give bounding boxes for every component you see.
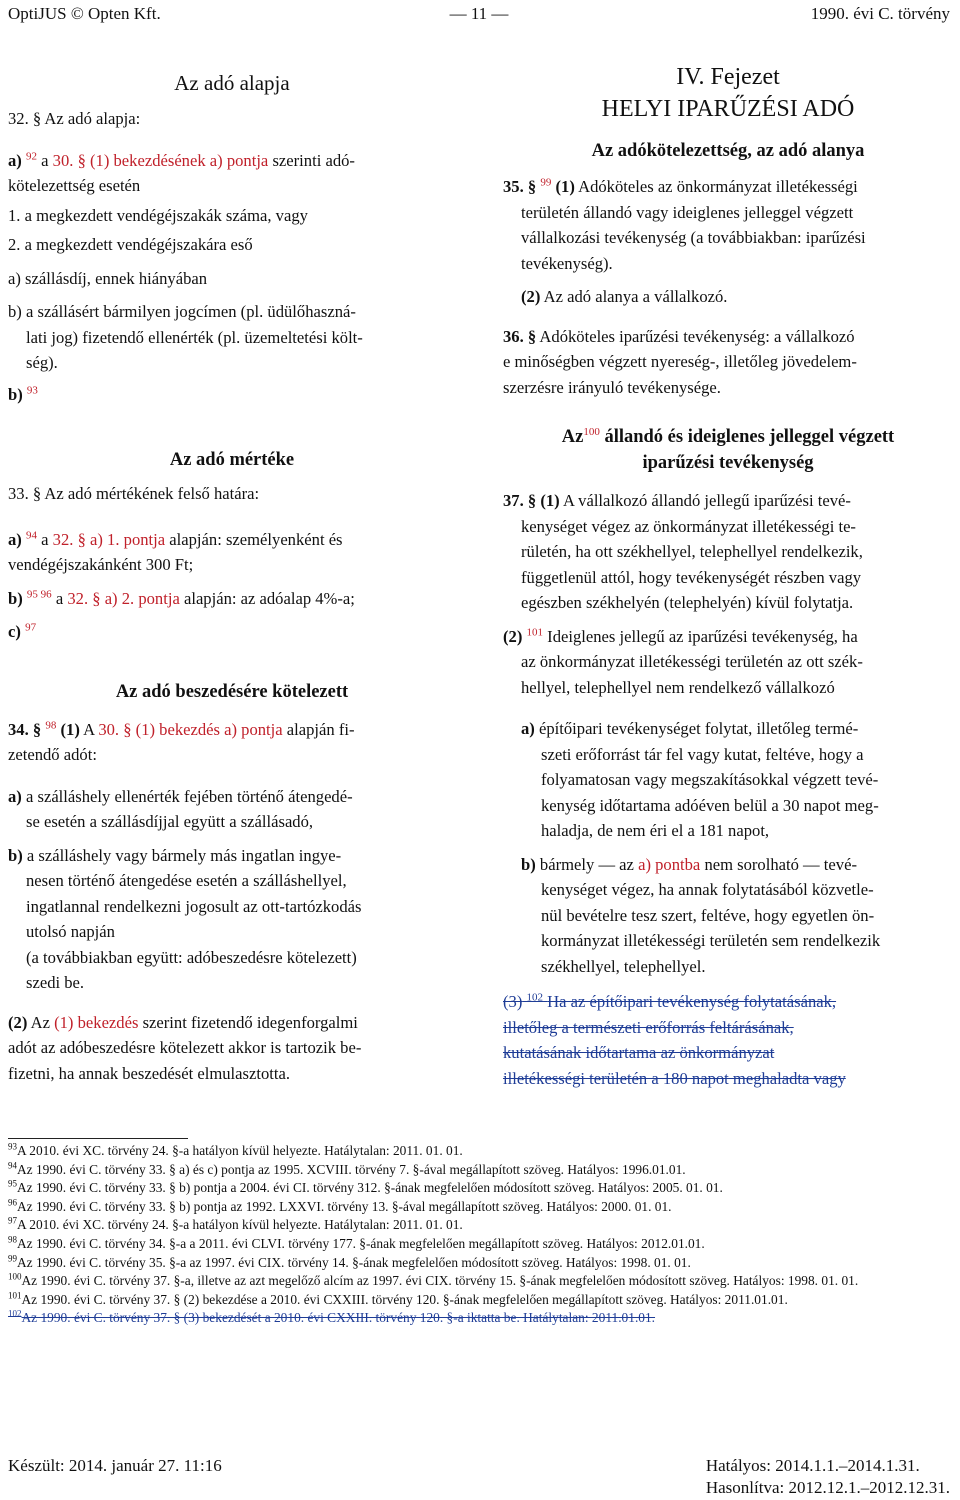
- cross-ref-link[interactable]: 30. § (1) bekezdés a) pontja: [98, 719, 283, 739]
- rate-a: [8, 527, 456, 553]
- chapter-number: IV. Fejezet: [676, 64, 780, 90]
- cross-ref-link[interactable]: 32. § a) 1. pontja: [52, 529, 166, 549]
- rate-a-cont: vendégéjszakánként 300 Ft;: [8, 555, 194, 574]
- item-2b-cont: lati jog) fizetendő ellenérték (pl. üzemeltetési költ-: [26, 327, 363, 347]
- footnote-ref-101[interactable]: 101: [526, 625, 544, 638]
- heading-allando-ideiglenes: [503, 424, 953, 450]
- footnote-text: Az 1990. évi C. törvény 37. § (2) bekezdése a 2010. évi CXXIII. törvény 120. §-ának megfelelően megállapított szöveg. Hatályos: 2011.01.01.: [21, 1291, 788, 1307]
- collector-b-cont: nesen történő átengedése esetén a szálláshellyel,: [26, 871, 347, 890]
- footnote: [8, 1235, 950, 1254]
- item-2a: a) szállásdíj, ennek hiányában: [8, 268, 208, 288]
- section-37: [503, 488, 953, 514]
- collector-b-cont: ingatlannal rendelkezni jogosult az ott-tartózkodás: [26, 896, 362, 916]
- section-37-para-3-repealed: [503, 989, 953, 1015]
- text: a: [41, 150, 49, 170]
- footnote-divider: [8, 1138, 188, 1139]
- rate-b: [8, 586, 456, 612]
- paragraph-number: (2): [8, 1012, 28, 1032]
- collector-a: [8, 784, 456, 810]
- footnote-ref-93[interactable]: 93: [26, 383, 38, 396]
- section-34-cont: zetendő adót:: [8, 745, 97, 764]
- rate-c: [8, 619, 456, 645]
- collector-b: [8, 843, 456, 869]
- footnote-ref-95-96[interactable]: 95 96: [26, 587, 52, 600]
- point-label: a): [8, 150, 22, 170]
- section-37-cont: függetlenül attól, hogy tevékenységét részben vagy: [521, 567, 862, 587]
- item-1: 1. a megkezdett vendégéjszakák száma, vagy: [8, 205, 308, 225]
- heading-adokotelezettseg: Az adókötelezettség, az adó alanya: [591, 141, 865, 161]
- section-35-cont: vállalkozási tevékenység (a továbbiakban: iparűzési: [521, 228, 866, 247]
- point-label: b): [521, 854, 536, 874]
- text: a: [55, 588, 64, 608]
- point-label: a): [8, 786, 22, 806]
- point-a-cont: szeti erőforrást tár fel vagy kutat, feltéve, hogy a: [541, 744, 864, 764]
- section-34-para-2-cont: adót az adóbeszedésre kötelezett akkor is tartozik be-: [8, 1038, 362, 1057]
- footnote: [8, 1291, 950, 1310]
- footnote: [8, 1216, 950, 1235]
- paragraph-number: (3): [503, 992, 523, 1011]
- section-33: 33. § Az adó mértékének felső határa:: [8, 484, 260, 503]
- repealed-cont: illetékességi területén a 180 napot meghaladta vagy: [503, 1068, 846, 1088]
- cross-ref-link[interactable]: 30. § (1) bekezdésének a) pontja: [52, 150, 269, 170]
- item-2: 2. a megkezdett vendégéjszakára eső: [8, 235, 253, 254]
- footnote-number: 96: [8, 1197, 17, 1208]
- footnote-ref-98[interactable]: 98: [45, 718, 57, 731]
- footnote: [8, 1142, 950, 1161]
- footnote-ref-97[interactable]: 97: [25, 621, 37, 634]
- text: szerint fizetendő idegenforgalmi: [142, 1012, 358, 1032]
- footnote-number: 100: [8, 1271, 22, 1282]
- header-law-title: 1990. évi C. törvény: [810, 4, 950, 23]
- text: A: [83, 719, 95, 739]
- section-36-cont: szerzésre irányuló tevékenysége.: [503, 377, 721, 397]
- point-label: b): [8, 845, 23, 865]
- point-a-cont: kenység időtartama adóéven belül a 30 napot meg-: [541, 795, 879, 815]
- section-34-para-2: [8, 1010, 456, 1036]
- footnote-ref-94[interactable]: 94: [25, 528, 37, 541]
- point-a: [8, 148, 456, 174]
- footnote-number: 102: [8, 1308, 22, 1319]
- section-34: [8, 717, 456, 743]
- cross-ref-link[interactable]: 32. § a) 2. pontja: [67, 588, 180, 608]
- left-column: [8, 70, 456, 1086]
- section-32: 32. § Az adó alapja:: [8, 109, 141, 128]
- point-b-cont: nül bevételre tesz szert, feltéve, hogy egyetlen ön-: [541, 905, 875, 925]
- text: bármely — az: [539, 854, 634, 874]
- point-label: a): [521, 719, 535, 738]
- footnote: [8, 1179, 950, 1198]
- header-page-number: — 11 —: [449, 4, 509, 23]
- text: alapján: személyenként és: [169, 529, 343, 549]
- repealed-cont: illetőleg a természeti erőforrás feltárásának,: [503, 1017, 794, 1037]
- paragraph-number: (2): [521, 287, 541, 306]
- footnote-number: 93: [8, 1141, 17, 1152]
- footnote-text: Az 1990. évi C. törvény 37. §-a, illetve az azt megelőző alcím az 1997. évi CIX. törvény 15. §-ának megfelelően módosított szöveg. Hatályos: 1998. 01. 01.: [21, 1273, 859, 1289]
- point-label: b): [8, 384, 23, 404]
- footnote: [8, 1161, 950, 1180]
- text: a szálláshely vagy bármely más ingatlan ingye-: [26, 845, 342, 865]
- text: Adóköteles az önkormányzat illetékességi: [578, 177, 858, 196]
- heading-az-ado-merteke: Az adó mértéke: [169, 450, 295, 470]
- footnote-number: 99: [8, 1253, 17, 1264]
- text: a szálláshely ellenérték fejében történő átengedé-: [25, 786, 353, 806]
- point-b: [8, 382, 456, 408]
- footnote-number: 94: [8, 1160, 17, 1171]
- collector-a-cont: se esetén a szállásdíjjal együtt a szállásadó,: [26, 812, 314, 831]
- paragraph-number: (1): [555, 177, 575, 196]
- text: állandó és ideiglenes jelleggel végzett: [604, 427, 895, 447]
- item-2b-cont2: ség).: [26, 353, 58, 372]
- point-b-cont: kormányzat illetékességi területén sem rendelkezik: [541, 931, 881, 950]
- text: Ideiglenes jellegű az iparűzési tevékenység, ha: [547, 626, 858, 646]
- footnote-text: A 2010. évi XC. törvény 24. §-a hatályon kívül helyezte. Hatálytalan: 2011. 01. 01.: [17, 1143, 463, 1158]
- footer-compared: Hasonlítva: 2012.12.1.–2012.12.31.: [705, 1478, 950, 1497]
- section-35-para-2: [503, 284, 953, 310]
- section-35: [503, 174, 953, 200]
- point-label: b): [8, 588, 23, 608]
- point-b: [503, 852, 953, 878]
- section-35-cont: tevékenység).: [521, 253, 613, 273]
- chapter-title: HELYI IPARŰZÉSI ADÓ: [601, 96, 855, 122]
- text: Az adó alanya a vállalkozó.: [543, 287, 728, 306]
- footnote-text: Az 1990. évi C. törvény 34. §-a a 2011. évi CLVI. törvény 177. §-ának megfelelően megállapított szöveg. Hatályos: 2012.01.01.: [17, 1235, 705, 1251]
- text: alapján: az adóalap 4%-a;: [183, 588, 355, 608]
- point-label: c): [8, 622, 21, 641]
- footnotes: [8, 1142, 950, 1328]
- cross-ref-link[interactable]: (1) bekezdés: [54, 1012, 139, 1032]
- point-label: a): [8, 529, 22, 549]
- section-34-para-2-cont: fizetni, ha annak beszedését elmulasztotta.: [8, 1063, 290, 1083]
- header-publisher: OptiJUS © Opten Kft.: [8, 4, 161, 23]
- text: Adóköteles iparűzési tevékenység: a vállalkozó: [539, 326, 855, 346]
- point-b-cont: kenységet végez, ha annak folytatásából közvetle-: [541, 880, 874, 899]
- footer-effective: Hatályos: 2014.1.1.–2014.1.31.: [705, 1456, 920, 1475]
- text: A vállalkozó állandó jellegű iparűzési tevé-: [562, 491, 851, 510]
- repealed-cont: kutatásának időtartama az önkormányzat: [503, 1043, 775, 1062]
- section-37-cont: rületén, ha ott székhellyel, telephellyel rendelkezik,: [521, 542, 863, 561]
- footnote-number: 97: [8, 1215, 17, 1226]
- section-36-cont: e minőségben végzett nyereség-, illetőleg jövedelem-: [503, 352, 857, 371]
- footnote-text: Az 1990. évi C. törvény 33. § a) és c) pontja az 1995. XCVIII. törvény 7. §-ával megállapított szöveg. Hatályos: 1996.01.01.: [17, 1161, 686, 1177]
- footnote-text: Az 1990. évi C. törvény 33. § b) pontja a 2004. évi CI. törvény 312. §-ának megfelelően módosított szöveg. Hatályos: 2005. 01. 01.: [17, 1180, 723, 1196]
- section-number: 36. §: [503, 326, 537, 346]
- text: a: [41, 529, 49, 549]
- paragraph-number: (2): [503, 626, 523, 646]
- footnote-text: Az 1990. évi C. törvény 37. § (3) bekezdését a 2010. évi CXXIII. törvény 120. §-a iktatta be. Hatálytalan: 2011.01.01.: [21, 1310, 656, 1326]
- text: Ha az építőipari tevékenység folytatásának,: [547, 992, 837, 1011]
- point-b-cont: székhellyel, telephellyel.: [541, 956, 706, 976]
- paragraph-number: (1): [540, 491, 560, 510]
- point-a-cont: haladja, de nem éri el a 181 napot,: [541, 821, 770, 840]
- paragraph-number: (1): [60, 719, 80, 739]
- text: szerinti adó-: [272, 150, 355, 170]
- collector-b-cont: szedi be.: [26, 973, 85, 992]
- heading-az-ado-alapja: Az adó alapja: [174, 71, 290, 95]
- collector-b-cont: (a továbbiakban együtt: adóbeszedésre kötelezett): [26, 947, 357, 967]
- cross-ref-link[interactable]: a) pontba: [638, 854, 701, 874]
- right-column: [503, 62, 953, 1091]
- item-2b: b) a szállásért bármilyen jogcímen (pl. üdülőhaszná-: [8, 302, 356, 321]
- text: nem sorolható — tevé-: [704, 854, 857, 874]
- collector-b-cont: utolsó napján: [26, 922, 115, 941]
- heading-allando-ideiglenes-cont: iparűzési tevékenység: [642, 453, 814, 473]
- section-number: 34. §: [8, 719, 42, 739]
- footnote-ref-99[interactable]: 99: [540, 176, 552, 189]
- footnote: [8, 1272, 950, 1291]
- footer-validity: [706, 1455, 950, 1499]
- section-36: [503, 324, 953, 350]
- text: építőipari tevékenységet folytat, illetőleg termé-: [538, 719, 859, 738]
- section-37-cont: egészben székhelyén (telephelyén) kívül folytatja.: [521, 593, 854, 612]
- footnote: [8, 1254, 950, 1273]
- footnote-number: 101: [8, 1290, 22, 1301]
- footnote: [8, 1198, 950, 1217]
- point-a-cont: folyamatosan vagy megszakításokkal végzett tevé-: [541, 770, 879, 789]
- footer-created: Készült: 2014. január 27. 11:16: [8, 1456, 222, 1475]
- section-35-cont: területén állandó vagy ideiglenes jelleggel végzett: [521, 202, 854, 222]
- section-37-para-2: [503, 624, 953, 650]
- point-a-cont: kötelezettség esetén: [8, 176, 141, 195]
- footnote-repealed: [8, 1309, 950, 1328]
- text: alapján fi-: [286, 719, 355, 739]
- footnote-ref-92[interactable]: 92: [25, 149, 37, 162]
- footnote-text: A 2010. évi XC. törvény 24. §-a hatályon kívül helyezte. Hatálytalan: 2011. 01. 01.: [17, 1217, 463, 1233]
- footnote-ref-102[interactable]: 102: [526, 991, 544, 1004]
- section-number: 35. §: [503, 177, 537, 196]
- section-37-cont: kenységet végez az önkormányzat illetékességi te-: [521, 516, 856, 536]
- footnote-number: 98: [8, 1234, 17, 1245]
- footnote-text: Az 1990. évi C. törvény 35. §-a az 1997. évi CIX. törvény 14. §-ának megfelelően módosított szöveg. Hatályos: 1998. 01. 01.: [17, 1254, 691, 1270]
- page-header: [8, 4, 950, 26]
- section-number: 37. §: [503, 491, 537, 510]
- heading-beszedesre-kotelezett: Az adó beszedésére kötelezett: [115, 681, 349, 702]
- footnote-number: 95: [8, 1178, 17, 1189]
- section-37-para-2-cont: hellyel, telephellyel nem rendelkező vállalkozó: [521, 677, 835, 697]
- point-a: [503, 716, 953, 742]
- text: Az: [30, 1012, 50, 1032]
- footnote-ref-100[interactable]: 100: [583, 425, 600, 438]
- footnote-text: Az 1990. évi C. törvény 33. § b) pontja az 1992. LXXVI. törvény 13. §-ával megállapított szöveg. Hatályos: 2000. 01. 01.: [17, 1198, 672, 1214]
- section-37-para-2-cont: az önkormányzat illetékességi területén az ott szék-: [521, 652, 863, 671]
- text: Az: [561, 427, 584, 447]
